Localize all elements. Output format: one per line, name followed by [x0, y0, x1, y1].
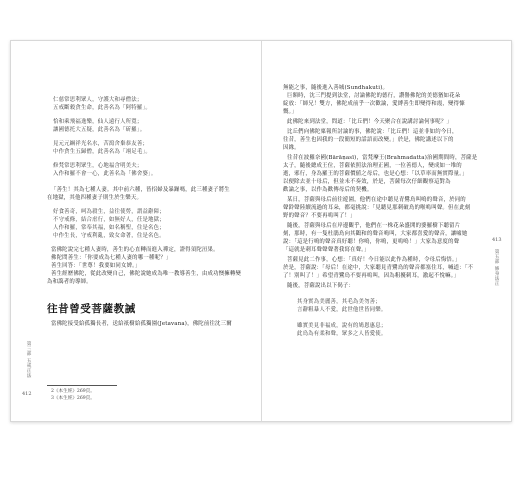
paragraph-line: 逝，邪行，身為羅王的菩薩價値之母后，也是心想：「以草率而無實際量。」	[283, 171, 468, 177]
page-number: 412	[22, 391, 32, 397]
paragraph-line: 在地獄，其他四種妻子則生於生樂天。	[47, 195, 143, 201]
section-heading: 往昔曾受菩薩教誡	[47, 303, 136, 315]
left-page	[11, 41, 261, 421]
verse-line: 不守戒條，結合虐行，如無好人，任是地獄；	[53, 217, 165, 223]
verse-line: 人作和羅，常奉其福，如名稱聖，住是名色；	[53, 225, 165, 231]
verse-line: 言辭粗暴人不愛，此世他世皆同樂。	[297, 307, 387, 313]
verse-line: 見元元綱祥光名水，苦瀉舍棄恭友善；	[53, 141, 149, 147]
paragraph-line: 說：「這是行鳴的聲音真好聽！你鳴，你鳴，更嗚鳴！」大家為意度的聲	[283, 239, 460, 245]
paragraph-line: 佛陀問善生：「你要成為七種人妻的哪一種呢？」	[51, 255, 172, 261]
verse-line: 讓國德托大五疑，此善名為「斫羅」。	[53, 127, 146, 133]
book-spread	[10, 40, 512, 422]
paragraph-line: 太子，隨後總成王位，菩薩依照法治理正國，一位善德人，變成如一堆的	[283, 163, 462, 169]
paragraph-line: 善生經歷佛陀，從此改變自己，佛陀說她成為唯一教導善生，由成功懊擁轉變	[51, 271, 242, 277]
paragraph-line: 慨。」	[283, 109, 298, 115]
running-section-label: 第三部 五戒正法	[26, 341, 31, 378]
verse-line: 中作生長，守戒利亂，致女命著，住是名色。	[53, 233, 165, 239]
paragraph-line: 聲鈴聲陸續流過的耳朵，都毫挑說：「見聽見那刺破鳥的喉嗚叫聲。但在此刻	[283, 205, 471, 211]
right-page	[261, 41, 511, 421]
running-section-label: 第五部 修身法正	[494, 249, 499, 286]
paragraph-line: 為和藹者的導師。	[47, 279, 92, 285]
verse-line: 中作貪生五歸僧，此善名為「翊足毛」。	[53, 149, 151, 155]
paragraph-line: 往昔，善生也因我的一段簡短的話語而改變。」於是，佛陀講述以下的	[283, 137, 454, 143]
paragraph-line: 善生回答：「世尊！我要如同女婢。」	[51, 263, 141, 269]
verse-line: 此鳥為有柔和聲，眾多之人皆愛使。	[297, 331, 387, 337]
paragraph-line: 隨後，菩薩與母后在岸邊觀乎，他們在一株花朵盛開的婆羅樹下聽留片	[287, 223, 461, 229]
paragraph-line: 隨後，菩薩說出以下偈子：	[287, 283, 355, 289]
verse-line: 入作和羅不會一心，此善名為「佛舍婆」。	[53, 171, 157, 177]
paragraph-line: 歡論之事，以作為歡傳母后的契機。	[283, 187, 373, 193]
verse-line: 恰和乘飛福逸樂，仙人遠行人所寬；	[53, 119, 143, 125]
paragraph-line: 巨額時，沈三門提到法堂，討論佛陀的德行，讚譽佛陀的美德猶如花朵	[287, 93, 461, 99]
footnote: 2《本生經》269頁。	[51, 389, 95, 394]
paragraph-line: 「善生！其為七種人妻。其中前六種，皆招婦及暴躁嗎，此三種妻子將生	[51, 187, 230, 193]
verse-line: 修梵常思利眾生，心地福含明美夫；	[53, 163, 143, 169]
paragraph-line: 當佛陀說完七種人妻時，善生的心直轉而進入禪定，證得須陀洹果。	[51, 247, 219, 253]
verse-line: 雖實美見非福成，說有的鳩恩惠息；	[297, 323, 387, 329]
verse-line: 其身實為美麗善，其毛為美勿善；	[297, 299, 381, 305]
paragraph-line: 某日，菩薩與母后前往遊園，他們在途中聽見青鷺鳥叫鳴的聲音，於同的	[287, 197, 466, 203]
paragraph-line: 此佛陀來到法堂，問道：「比丘們！今天聚合在說講討論何事呢？」	[287, 119, 453, 125]
paragraph-line: 「這就是刺耳聲聲聲著我寫在聲。」	[283, 247, 370, 253]
footnote-rule	[47, 385, 117, 386]
paragraph-line: 因緣。	[283, 145, 300, 151]
paragraph-line: 比丘們向佛陀稟報所討論的事，佛陀說：「比丘們！這並非如約今日，	[287, 129, 458, 135]
paragraph-line: 刻，那時，有一隻杜鵑鳥向其鸛和的聲音鳴叫，大家都喜愛的聲音，讓噓她	[283, 231, 468, 237]
verse-line: 仁慈常思利眾人，守護大和尋僧法；	[53, 97, 143, 103]
verse-line: 五戒斷穀貪生命，此善名為「阿特羅」。	[53, 105, 151, 111]
page-number: 413	[492, 237, 502, 243]
paragraph-line: 綻放：「師兄！雙方，佛陀成前乎一次歡論，愛縛善生即變得和霞，變得慷	[283, 101, 465, 107]
paragraph-line: 以便除去並十母后，但並未不奏效，於是，菩薩每次仔細觀察這對為	[283, 179, 451, 185]
verse-line: 好食善奇，呵為殺生，益往使勞，謂益辭障；	[53, 209, 165, 215]
paragraph-line: 菩薩見此二作事，心想：「真好！今日能以此作為種時，令母后悔悟。」	[287, 257, 461, 263]
paragraph-line: 無能之事，隨後進入善城(Sundhakuti)。	[283, 85, 389, 91]
paragraph-line: 了！別叫了！」希望青鷺鳥不要再嗚叫，因為粗擾刺耳，激起不悅嘛。」	[283, 273, 460, 279]
paragraph-line: 野的聲音？不要再嗚叫了！」	[283, 213, 356, 219]
paragraph-line: 於是，菩薩說：「母后！在途中，大家聽見青鷺鳥的聲音都塞住耳，喊道：「不	[283, 265, 474, 271]
paragraph-line: 當佛陀接受給孤獨長者，送給祇樹給孤獨園(Jetavana)，佛陀前往沈三爾	[51, 321, 232, 327]
footnote: 3《本生經》269頁。	[51, 396, 95, 401]
paragraph-line: 往昔在波羅奈國(Bārāṇasī)，當梵摩王(Brahmadatta)治國期間時，菩薩是	[287, 155, 478, 161]
